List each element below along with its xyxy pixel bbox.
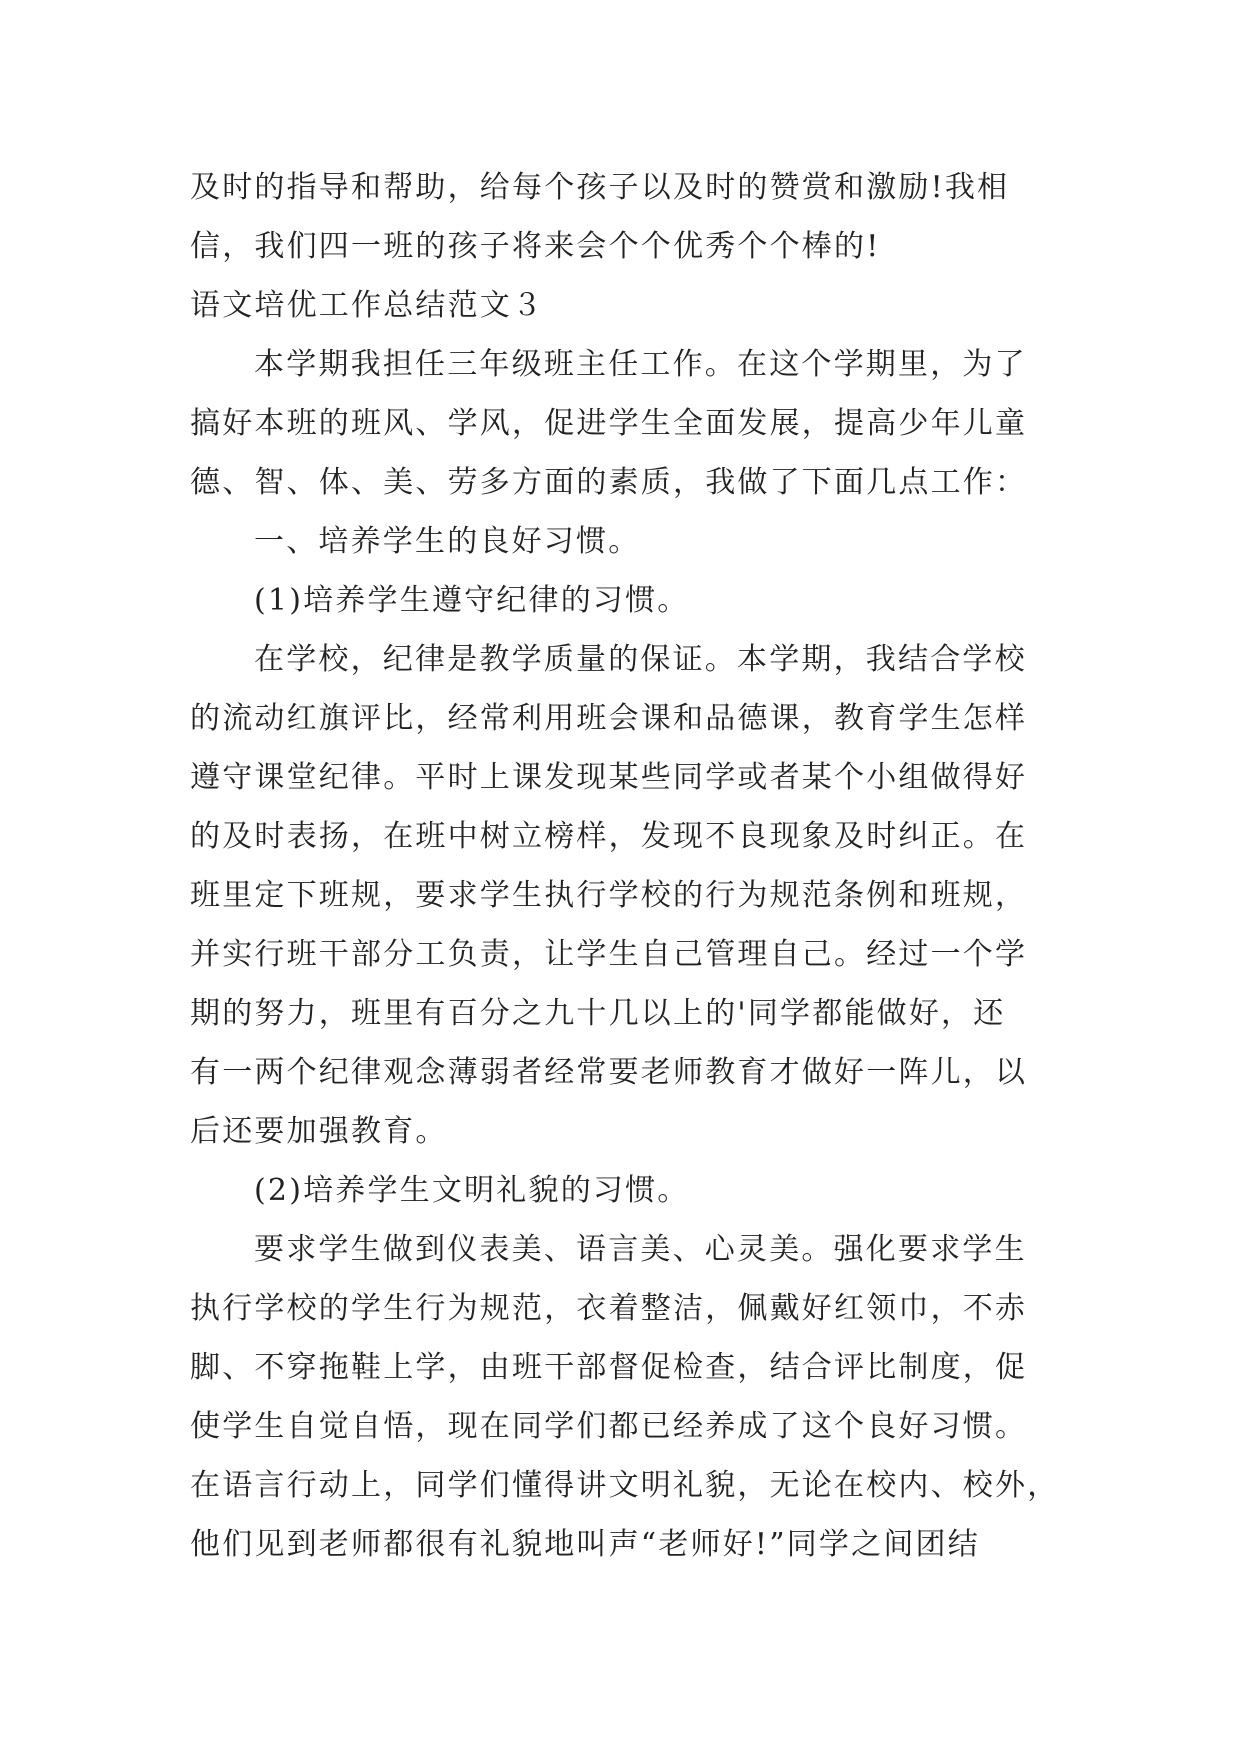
text-line: 的及时表扬，在班中树立榜样，发现不良现象及时纠正。在 [190, 819, 1028, 854]
text-line: 他们见到老师都很有礼貌地叫声“老师好!”同学之间团结 [190, 1527, 980, 1562]
text-line: 信，我们四一班的孩子将来会个个优秀个个棒的! [190, 229, 881, 264]
text-line: 并实行班干部分工负责，让学生自己管理自己。经过一个学 [190, 937, 1028, 972]
text-line: 有一两个纪律观念薄弱者经常要老师教育才做好一阵儿，以 [190, 1055, 1028, 1090]
text-line: 要求学生做到仪表美、语言美、心灵美。强化要求学生 [254, 1232, 1027, 1267]
text-line: 搞好本班的班风、学风，促进学生全面发展，提高少年儿童 [190, 406, 1028, 441]
text-line: 本学期我担任三年级班主任工作。在这个学期里，为了 [254, 347, 1027, 382]
text-line: 在语言行动上，同学们懂得讲文明礼貌，无论在校内、校外， [190, 1468, 1060, 1503]
document-body [190, 158, 1060, 1574]
text-line: 遵守课堂纪律。平时上课发现某些同学或者某个小组做得好 [190, 760, 1028, 795]
text-line: 脚、不穿拖鞋上学，由班干部督促检查，结合评比制度，促 [190, 1350, 1028, 1385]
text-line: 德、智、体、美、劳多方面的素质，我做了下面几点工作： [190, 465, 1028, 500]
text-line: 及时的指导和帮助，给每个孩子以及时的赞赏和激励!我相 [190, 170, 1010, 205]
text-line: 在学校，纪律是教学质量的保证。本学期，我结合学校 [254, 642, 1027, 677]
text-line: 的流动红旗评比，经常利用班会课和品德课，教育学生怎样 [190, 701, 1028, 736]
text-line: (1)培养学生遵守纪律的习惯。 [254, 583, 690, 618]
text-line: 后还要加强教育。 [190, 1114, 448, 1149]
text-line: (2)培养学生文明礼貌的习惯。 [254, 1173, 690, 1208]
text-line: 一、培养学生的良好习惯。 [254, 524, 641, 559]
text-line: 班里定下班规，要求学生执行学校的行为规范条例和班规， [190, 878, 1028, 913]
text-line: 期的努力，班里有百分之九十几以上的'同学都能做好，还 [190, 996, 1006, 1031]
text-line: 语文培优工作总结范文３ [190, 288, 545, 323]
text-line: 使学生自觉自悟，现在同学们都已经养成了这个良好习惯。 [190, 1409, 1028, 1444]
text-line: 执行学校的学生行为规范，衣着整洁，佩戴好红领巾，不赤 [190, 1291, 1028, 1326]
